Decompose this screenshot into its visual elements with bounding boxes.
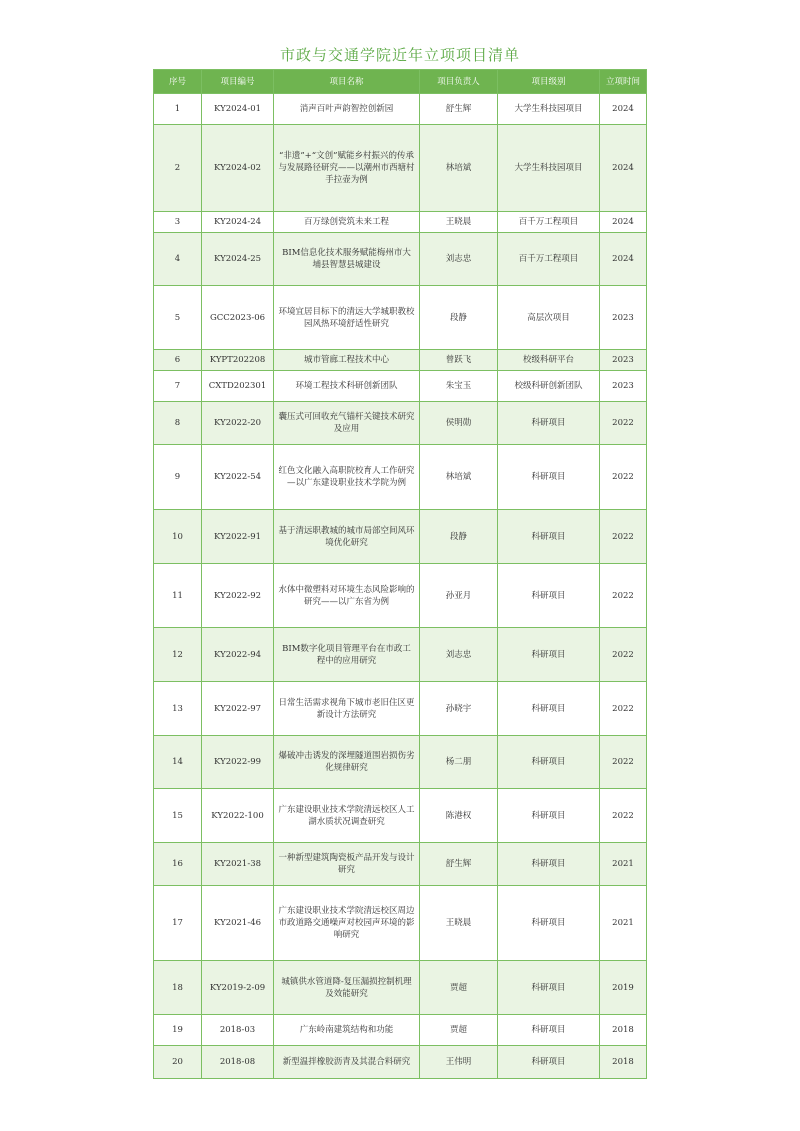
cell-code: KY2024-02 (202, 125, 274, 212)
cell-level: 科研项目 (498, 445, 600, 510)
cell-name: 消声百叶声韵智控创新园 (274, 94, 420, 125)
cell-level: 百千万工程项目 (498, 212, 600, 233)
table-row (154, 843, 647, 886)
cell-code: KY2022-99 (202, 736, 274, 789)
cell-no: 16 (154, 843, 202, 886)
cell-level: 科研项目 (498, 789, 600, 843)
cell-year: 2022 (600, 402, 647, 445)
cell-year: 2024 (600, 212, 647, 233)
cell-code: KY2022-91 (202, 510, 274, 564)
cell-code: KYPT202208 (202, 350, 274, 371)
cell-lead: 陈港权 (420, 789, 498, 843)
cell-lead: 孙亚月 (420, 564, 498, 628)
cell-year: 2022 (600, 628, 647, 682)
cell-no: 10 (154, 510, 202, 564)
cell-year: 2022 (600, 736, 647, 789)
cell-code: KY2022-92 (202, 564, 274, 628)
cell-level: 科研项目 (498, 961, 600, 1015)
table-row (154, 1015, 647, 1046)
cell-level: 校级科研平台 (498, 350, 600, 371)
cell-no: 14 (154, 736, 202, 789)
cell-lead: 舒生辉 (420, 94, 498, 125)
cell-no: 11 (154, 564, 202, 628)
cell-lead: 林培斌 (420, 445, 498, 510)
table-row (154, 286, 647, 350)
cell-level: 科研项目 (498, 1046, 600, 1079)
header-code: 项目编号 (202, 70, 274, 94)
cell-lead: 刘志忠 (420, 233, 498, 286)
cell-code: KY2022-100 (202, 789, 274, 843)
cell-year: 2024 (600, 125, 647, 212)
cell-name: 红色文化融入高职院校育人工作研究—以广东建设职业技术学院为例 (274, 445, 420, 510)
table-row (154, 510, 647, 564)
cell-code: KY2024-01 (202, 94, 274, 125)
cell-year: 2023 (600, 286, 647, 350)
cell-name: 广东建设职业技术学院清远校区周边市政道路交通噪声对校园声环境的影响研究 (274, 886, 420, 961)
cell-year: 2022 (600, 445, 647, 510)
cell-level: 科研项目 (498, 736, 600, 789)
cell-code: KY2022-20 (202, 402, 274, 445)
cell-year: 2022 (600, 789, 647, 843)
header-name: 项目名称 (274, 70, 420, 94)
cell-level: 科研项目 (498, 1015, 600, 1046)
cell-year: 2024 (600, 233, 647, 286)
table-row (154, 886, 647, 961)
cell-no: 2 (154, 125, 202, 212)
cell-no: 8 (154, 402, 202, 445)
cell-lead: 杨二朋 (420, 736, 498, 789)
cell-lead: 贾超 (420, 961, 498, 1015)
cell-lead: 王晓晨 (420, 212, 498, 233)
cell-year: 2018 (600, 1046, 647, 1079)
cell-year: 2022 (600, 510, 647, 564)
header-year: 立项时间 (600, 70, 647, 94)
cell-code: 2018-03 (202, 1015, 274, 1046)
cell-no: 9 (154, 445, 202, 510)
cell-name: 城镇供水管道降-复压漏损控制机理及效能研究 (274, 961, 420, 1015)
table-row (154, 402, 647, 445)
cell-level: 高层次项目 (498, 286, 600, 350)
project-table (153, 69, 647, 1079)
cell-code: KY2021-46 (202, 886, 274, 961)
cell-level: 校级科研创新团队 (498, 371, 600, 402)
cell-no: 19 (154, 1015, 202, 1046)
table-row (154, 1046, 647, 1079)
cell-name: 环境工程技术科研创新团队 (274, 371, 420, 402)
cell-code: KY2022-97 (202, 682, 274, 736)
cell-name: 一种新型建筑陶瓷板产品开发与设计研究 (274, 843, 420, 886)
cell-no: 12 (154, 628, 202, 682)
cell-lead: 段静 (420, 510, 498, 564)
cell-name: 广东建设职业技术学院清远校区人工湖水质状况调查研究 (274, 789, 420, 843)
cell-lead: 林培斌 (420, 125, 498, 212)
cell-name: 日常生活需求视角下城市老旧住区更新设计方法研究 (274, 682, 420, 736)
cell-code: KY2019-2-09 (202, 961, 274, 1015)
cell-year: 2022 (600, 682, 647, 736)
cell-level: 大学生科技园项目 (498, 94, 600, 125)
cell-name: 城市管廊工程技术中心 (274, 350, 420, 371)
cell-name: “非遗”+“文创”赋能乡村振兴的传承与发展路径研究——以潮州市西塘村手拉壶为例 (274, 125, 420, 212)
table-header-row (154, 70, 647, 94)
cell-name: 基于清远职教城的城市局部空间风环境优化研究 (274, 510, 420, 564)
cell-lead: 孙晓宇 (420, 682, 498, 736)
table-row (154, 233, 647, 286)
cell-level: 科研项目 (498, 628, 600, 682)
cell-code: 2018-08 (202, 1046, 274, 1079)
cell-no: 3 (154, 212, 202, 233)
table-row (154, 350, 647, 371)
cell-level: 科研项目 (498, 682, 600, 736)
cell-lead: 段静 (420, 286, 498, 350)
cell-no: 17 (154, 886, 202, 961)
cell-name: 水体中微塑料对环境生态风险影响的研究——以广东省为例 (274, 564, 420, 628)
cell-lead: 王伟明 (420, 1046, 498, 1079)
header-no: 序号 (154, 70, 202, 94)
cell-no: 5 (154, 286, 202, 350)
cell-name: BIM数字化项目管理平台在市政工程中的应用研究 (274, 628, 420, 682)
cell-lead: 舒生辉 (420, 843, 498, 886)
cell-year: 2022 (600, 564, 647, 628)
header-lead: 项目负责人 (420, 70, 498, 94)
cell-level: 科研项目 (498, 402, 600, 445)
cell-no: 1 (154, 94, 202, 125)
cell-code: KY2022-54 (202, 445, 274, 510)
cell-no: 6 (154, 350, 202, 371)
cell-code: KY2024-24 (202, 212, 274, 233)
cell-no: 20 (154, 1046, 202, 1079)
cell-code: KY2022-94 (202, 628, 274, 682)
cell-level: 百千万工程项目 (498, 233, 600, 286)
cell-lead: 侯明勋 (420, 402, 498, 445)
cell-name: 广东岭南建筑结构和功能 (274, 1015, 420, 1046)
cell-level: 科研项目 (498, 564, 600, 628)
table-row (154, 212, 647, 233)
table-row (154, 736, 647, 789)
cell-no: 4 (154, 233, 202, 286)
cell-year: 2024 (600, 94, 647, 125)
cell-no: 15 (154, 789, 202, 843)
document-title: 市政与交通学院近年立项项目清单 (279, 46, 520, 64)
table-row (154, 94, 647, 125)
cell-year: 2019 (600, 961, 647, 1015)
cell-year: 2021 (600, 886, 647, 961)
table-row (154, 961, 647, 1015)
cell-code: KY2021-38 (202, 843, 274, 886)
cell-name: 爆破冲击诱发的深埋隧道围岩损伤劣化规律研究 (274, 736, 420, 789)
cell-level: 科研项目 (498, 510, 600, 564)
cell-name: BIM信息化技术服务赋能梅州市大埔县智慧县城建设 (274, 233, 420, 286)
table-row (154, 125, 647, 212)
cell-no: 13 (154, 682, 202, 736)
header-level: 项目级别 (498, 70, 600, 94)
table-row (154, 682, 647, 736)
cell-year: 2021 (600, 843, 647, 886)
cell-code: KY2024-25 (202, 233, 274, 286)
cell-no: 18 (154, 961, 202, 1015)
cell-lead: 曾跃飞 (420, 350, 498, 371)
cell-name: 囊压式可回收充气锚杆关键技术研究及应用 (274, 402, 420, 445)
table-row (154, 445, 647, 510)
cell-year: 2023 (600, 350, 647, 371)
table-row (154, 628, 647, 682)
cell-lead: 王晓晨 (420, 886, 498, 961)
cell-lead: 贾超 (420, 1015, 498, 1046)
cell-year: 2023 (600, 371, 647, 402)
table-row (154, 564, 647, 628)
cell-name: 百万绿创瓷筑未来工程 (274, 212, 420, 233)
cell-no: 7 (154, 371, 202, 402)
cell-year: 2018 (600, 1015, 647, 1046)
cell-code: GCC2023-06 (202, 286, 274, 350)
cell-level: 科研项目 (498, 886, 600, 961)
cell-name: 新型温拌橡胶沥青及其混合料研究 (274, 1046, 420, 1079)
cell-lead: 朱宝玉 (420, 371, 498, 402)
cell-code: CXTD202301 (202, 371, 274, 402)
cell-level: 科研项目 (498, 843, 600, 886)
cell-name: 环境宜居目标下的清远大学城职教校园风热环境舒适性研究 (274, 286, 420, 350)
table-row (154, 371, 647, 402)
table-row (154, 789, 647, 843)
cell-level: 大学生科技园项目 (498, 125, 600, 212)
cell-lead: 刘志忠 (420, 628, 498, 682)
